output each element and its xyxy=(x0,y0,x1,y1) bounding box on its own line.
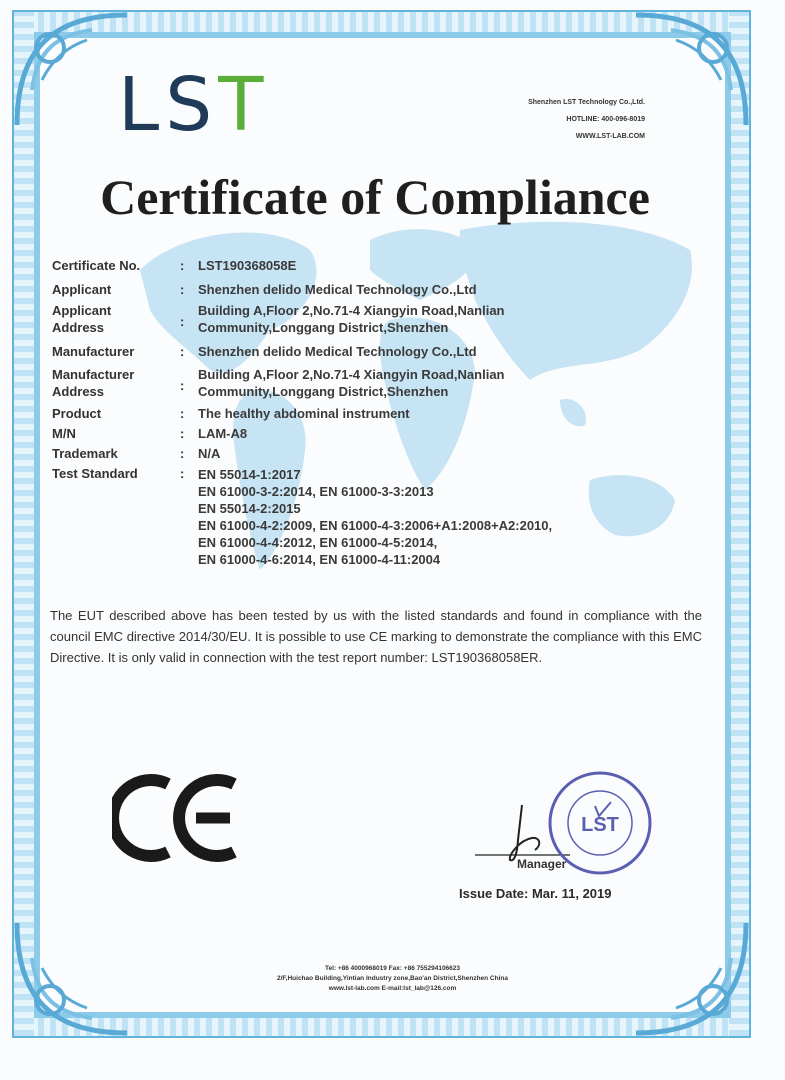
corner-ornament-icon xyxy=(12,10,132,130)
standard-line: EN 55014-2:2015 xyxy=(198,501,301,516)
certificate-title: Certificate of Compliance xyxy=(100,169,650,225)
field-label: Manufacturer xyxy=(52,344,135,359)
field-label xyxy=(52,366,180,400)
field-value: LAM-A8 xyxy=(198,426,248,441)
standard-line: EN 61000-4-4:2012, EN 61000-4-5:2014, xyxy=(198,535,438,550)
field-colon: : xyxy=(180,426,185,441)
field-manufacturer-address xyxy=(52,366,692,400)
company-hotline: HOTLINE: 400-096-8019 xyxy=(566,116,645,123)
lst-logo xyxy=(118,62,269,148)
field-value: The healthy abdominal instrument xyxy=(198,406,410,421)
field-value: N/A xyxy=(198,446,221,461)
company-name: Shenzhen LST Technology Co.,Ltd. xyxy=(528,99,645,106)
field-colon: : xyxy=(180,282,185,297)
field-label: Certificate No. xyxy=(52,258,141,273)
footer-address: 2/F,Huichao Building,Yintian Industry zone,Bao'an District,Shenzhen China xyxy=(277,975,508,982)
field-colon: : xyxy=(180,446,185,461)
standard-line: EN 55014-1:2017 xyxy=(198,467,301,482)
footer-web-email: www.lst-lab.com E-mail:lst_lab@126.com xyxy=(328,985,457,992)
right-frame-band xyxy=(729,12,749,1036)
field-trademark xyxy=(52,444,692,464)
label-line: Manufacturer xyxy=(52,367,135,382)
logo-text-dark: LS xyxy=(118,62,219,148)
footer-phone: Tel: +86 4000968019 Fax: +86 755294106623 xyxy=(324,965,461,972)
field-applicant-address xyxy=(52,302,692,336)
field-value xyxy=(198,366,692,400)
field-colon: : xyxy=(180,378,185,393)
standard-line: EN 61000-3-2:2014, EN 61000-3-3:2013 xyxy=(198,484,434,499)
field-label: Product xyxy=(52,406,102,421)
value-line: Building A,Floor 2,No.71-4 Xiangyin Road,Nanlian xyxy=(198,367,505,382)
stamp-center-text: LST xyxy=(581,814,619,836)
field-colon: : xyxy=(180,314,185,329)
field-label xyxy=(52,302,180,336)
corner-ornament-icon xyxy=(631,10,751,130)
issue-date: Issue Date: Mar. 11, 2019 xyxy=(459,886,612,901)
ce-mark-icon xyxy=(112,770,242,866)
manager-label: Manager xyxy=(517,857,567,871)
field-value: Shenzhen delido Medical Technology Co.,Ltd xyxy=(198,344,477,359)
left-frame-band xyxy=(14,12,34,1036)
company-website: WWW.LST-LAB.COM xyxy=(575,133,645,140)
field-applicant xyxy=(52,280,692,300)
field-manufacturer xyxy=(52,342,692,362)
value-line: Community,Longgang District,Shenzhen xyxy=(198,320,449,335)
lst-stamp-icon xyxy=(545,768,655,878)
field-value: Shenzhen delido Medical Technology Co.,Ltd xyxy=(198,282,477,297)
standard-line: EN 61000-4-6:2014, EN 61000-4-11:2004 xyxy=(198,552,441,567)
field-label: Applicant xyxy=(52,282,112,297)
field-colon: : xyxy=(180,258,185,273)
field-test-standard xyxy=(52,464,692,568)
label-line: Address xyxy=(52,320,105,335)
value-line: Building A,Floor 2,No.71-4 Xiangyin Road,Nanlian xyxy=(198,303,505,318)
field-value xyxy=(198,464,692,568)
certificate-fields xyxy=(52,256,692,568)
field-certificate-no xyxy=(52,256,692,276)
field-label: M/N xyxy=(52,426,76,441)
field-value xyxy=(198,302,692,336)
value-line: Community,Longgang District,Shenzhen xyxy=(198,384,449,399)
field-label: Trademark xyxy=(52,446,118,461)
field-product xyxy=(52,404,692,424)
compliance-statement: The EUT described above has been tested by us with the listed standards and found in compliance with the council EMC directive 2014/30/EU. It is possible to use CE marking to demonstrate the compliance with this EMC Directive. It is only valid in connection with the test report number: LST190368058ER. xyxy=(50,608,702,665)
field-model xyxy=(52,424,692,444)
label-line: Applicant xyxy=(52,303,112,318)
field-colon: : xyxy=(180,344,185,359)
field-label: Test Standard xyxy=(52,466,138,481)
logo-text-green: T xyxy=(218,62,270,148)
footer-contact xyxy=(0,964,785,994)
field-value: LST190368058E xyxy=(198,258,297,273)
field-colon: : xyxy=(180,466,185,481)
label-line: Address xyxy=(52,384,105,399)
standard-line: EN 61000-4-2:2009, EN 61000-4-3:2006+A1:2008+A2:2010, xyxy=(198,518,553,533)
company-info xyxy=(528,94,645,145)
field-colon: : xyxy=(180,406,185,421)
